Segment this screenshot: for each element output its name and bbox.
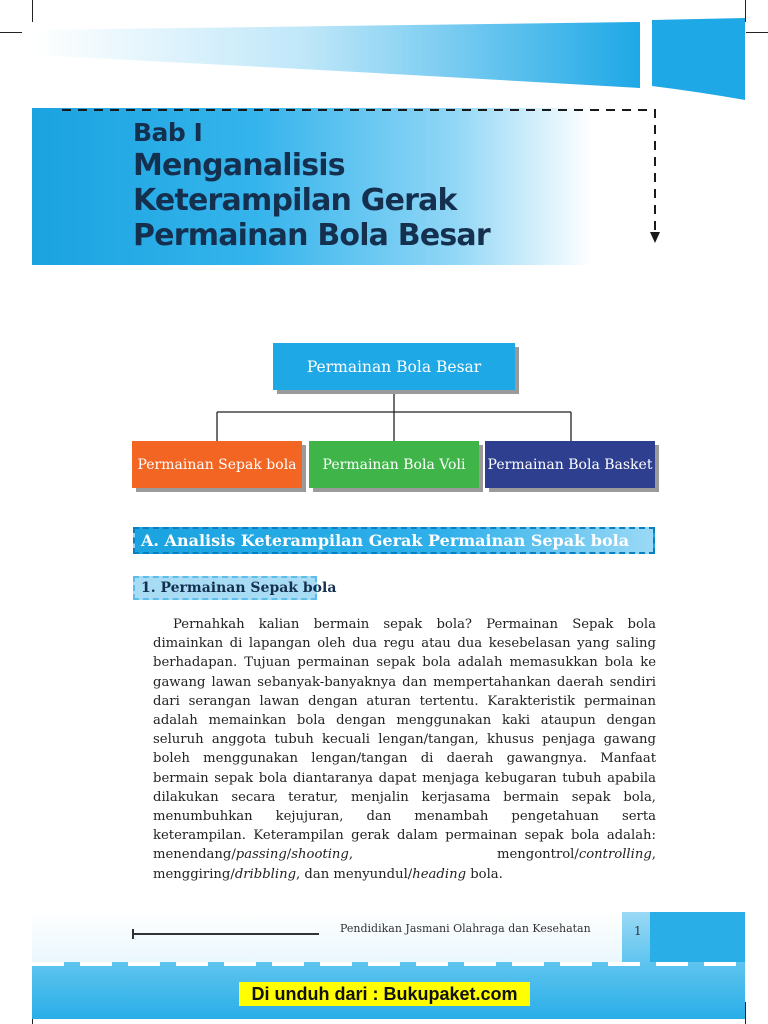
chapter-title-line: Keterampilan Gerak: [133, 183, 457, 218]
paragraph-text: , dan menyundul/: [296, 866, 413, 882]
crop-mark: [745, 1002, 746, 1024]
term-controlling: controlling: [578, 847, 652, 863]
paragraph-text: , mengontrol/: [348, 847, 579, 863]
download-source-label: Di unduh dari : Bukupaket.com: [239, 982, 530, 1006]
paragraph-text: Pernahkah kalian bermain sepak bola? Permainan Sepak bola dimainkan di lapangan oleh dua regu atau dua kesebelasan yang saling berhadapan. Tujuan permainan sepak bola adalah memasukkan bola ke gawang lawan sebanyak-banyaknya dan mempertahankan daerah sendiri dari serangan lawan dengan aturan tertentu. Karakteristik permainan adalah memainkan bola dengan menggunakan kaki ataupun dengan seluruh anggota tubuh kecuali lengan/tangan, khusus penjaga gawang boleh menggunakan lengan/tangan di daerah gawangnya. Manfaat bermain sepak bola diantaranya dapat menjaga kebugaran tubuh apabila dilakukan secara teratur, menjalin kerjasama bermain sepak bola, menumbuhkan kejujuran, dan menambah pengetahuan serta keterampilan. Keterampilan gerak dalam permainan sepak bola adalah: menendang/: [153, 617, 656, 863]
concept-node-bola-voli: Permainan Bola Voli: [309, 441, 479, 488]
footer-book-title: Pendidikan Jasmani Olahraga dan Kesehatan: [340, 922, 591, 935]
top-swoosh-banner: [0, 0, 768, 110]
section-heading: A. Analisis Keterampilan Gerak Permainan Sepak bola: [133, 527, 655, 554]
chapter-title-line: Permainan Bola Besar: [133, 218, 490, 253]
paragraph-text: /: [286, 847, 292, 863]
subsection-heading: 1. Permainan Sepak bola: [133, 576, 317, 600]
concept-root-node: Permainan Bola Besar: [273, 343, 515, 390]
term-dribbling: dribbling: [234, 866, 297, 882]
term-shooting: shooting: [291, 847, 349, 863]
page-number: 1: [634, 924, 642, 938]
term-passing: passing: [235, 847, 287, 863]
footer-page-box: [650, 912, 745, 962]
chapter-number: Bab I: [133, 118, 203, 147]
concept-node-bola-basket: Permainan Bola Basket: [485, 441, 655, 488]
term-heading: heading: [412, 866, 467, 882]
footer-rule: [133, 933, 319, 935]
paragraph-text: bola.: [466, 866, 503, 882]
body-paragraph: [153, 615, 656, 884]
chapter-title-line: Menganalisis: [133, 148, 345, 183]
footer-light-strip: [32, 912, 622, 962]
chapter-heading: [133, 118, 490, 253]
concept-node-sepak-bola: Permainan Sepak bola: [132, 441, 302, 488]
paragraph-text: , menggiring/: [153, 847, 656, 882]
footer-dash-line: [32, 962, 745, 966]
